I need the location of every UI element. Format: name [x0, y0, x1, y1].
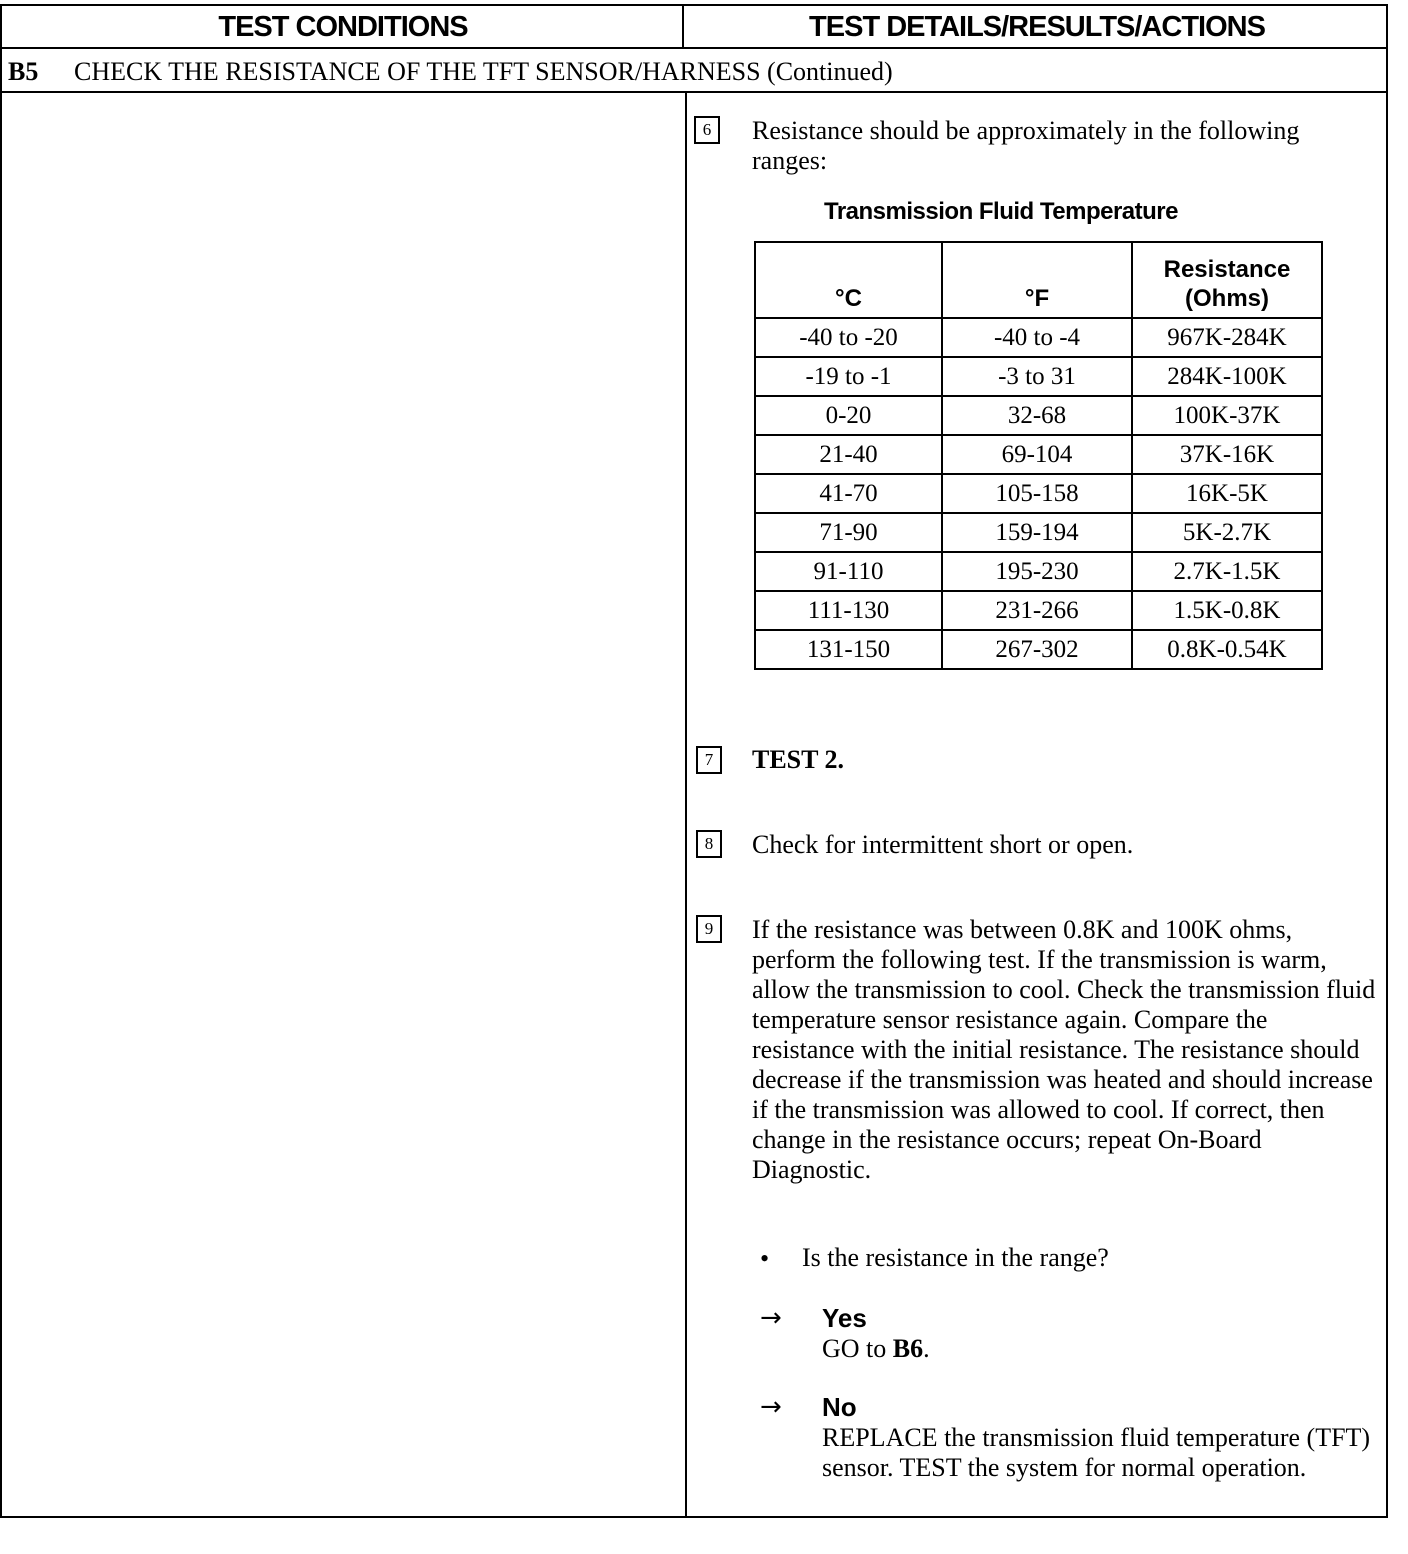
- cell-fahrenheit: 195-230: [942, 552, 1132, 591]
- no-arrow-icon: →: [760, 1392, 782, 1422]
- table-header-row: [755, 242, 1322, 318]
- cell-fahrenheit: 267-302: [942, 630, 1132, 669]
- no-action: REPLACE the transmission fluid temperature (TFT) sensor. TEST the system for normal operation.: [822, 1423, 1371, 1482]
- cell-fahrenheit: -3 to 31: [942, 357, 1132, 396]
- section-title-row: [8, 52, 893, 92]
- cell-resistance: 284K-100K: [1132, 357, 1322, 396]
- yes-action-suffix: .: [923, 1334, 930, 1363]
- answer-yes: [822, 1303, 930, 1364]
- cell-resistance: 0.8K-0.54K: [1132, 630, 1322, 669]
- yes-label: Yes: [822, 1303, 867, 1333]
- cell-celsius: 41-70: [755, 474, 942, 513]
- yes-action: [822, 1334, 930, 1364]
- table-row: [755, 318, 1322, 357]
- table-row: [755, 591, 1322, 630]
- table-title: Transmission Fluid Temperature: [824, 198, 1178, 225]
- cell-fahrenheit: 32-68: [942, 396, 1132, 435]
- table-row: [755, 474, 1322, 513]
- cell-celsius: 71-90: [755, 513, 942, 552]
- cell-fahrenheit: 105-158: [942, 474, 1132, 513]
- yes-action-prefix: GO to: [822, 1334, 893, 1363]
- header-resistance: Resistance (Ohms): [1132, 242, 1322, 318]
- cell-celsius: -19 to -1: [755, 357, 942, 396]
- no-label: No: [822, 1392, 857, 1422]
- answer-no: [822, 1392, 1378, 1483]
- yes-action-ref: B6: [892, 1334, 924, 1363]
- step-6-text: Resistance should be approximately in the following ranges:: [752, 116, 1300, 175]
- table-row: [755, 396, 1322, 435]
- header-rule: [2, 47, 1388, 49]
- cell-celsius: 91-110: [755, 552, 942, 591]
- section-title: CHECK THE RESISTANCE OF THE TFT SENSOR/HARNESS (Continued): [74, 57, 893, 86]
- cell-resistance: 16K-5K: [1132, 474, 1322, 513]
- cell-fahrenheit: 231-266: [942, 591, 1132, 630]
- table-row: [755, 630, 1322, 669]
- step-8-box: 8: [696, 830, 722, 858]
- step-7-text: TEST 2.: [752, 745, 845, 774]
- table-row: [755, 435, 1322, 474]
- header-test-conditions: TEST CONDITIONS: [218, 11, 468, 43]
- cell-resistance: 2.7K-1.5K: [1132, 552, 1322, 591]
- cell-resistance: 5K-2.7K: [1132, 513, 1322, 552]
- question-text: Is the resistance in the range?: [802, 1243, 1109, 1272]
- yes-arrow-icon: →: [760, 1303, 782, 1333]
- header-fahrenheit: °F: [942, 242, 1132, 318]
- table-row: [755, 357, 1322, 396]
- cell-fahrenheit: 69-104: [942, 435, 1132, 474]
- cell-resistance: 100K-37K: [1132, 396, 1322, 435]
- cell-resistance: 1.5K-0.8K: [1132, 591, 1322, 630]
- cell-resistance: 967K-284K: [1132, 318, 1322, 357]
- cell-celsius: 21-40: [755, 435, 942, 474]
- cell-resistance: 37K-16K: [1132, 435, 1322, 474]
- step-9-box: 9: [696, 915, 722, 943]
- diagnostic-sheet: [0, 4, 1388, 1518]
- cell-celsius: 0-20: [755, 396, 942, 435]
- header-divider: [682, 6, 684, 48]
- table-row: [755, 513, 1322, 552]
- cell-fahrenheit: 159-194: [942, 513, 1132, 552]
- column-divider: [685, 93, 687, 1518]
- resistance-table: [754, 241, 1323, 670]
- step-7-box: 7: [696, 746, 722, 774]
- question-bullet: •: [760, 1244, 770, 1273]
- cell-celsius: 131-150: [755, 630, 942, 669]
- header-celsius: °C: [755, 242, 942, 318]
- cell-celsius: 111-130: [755, 591, 942, 630]
- cell-fahrenheit: -40 to -4: [942, 318, 1132, 357]
- header-test-details: TEST DETAILS/RESULTS/ACTIONS: [809, 11, 1265, 43]
- table-row: [755, 552, 1322, 591]
- step-9-text: If the resistance was between 0.8K and 100K ohms, perform the following test. If the transmission is warm, allow the transmission to cool. Check the transmission fluid temperature sensor resistance again. Compare the resistance with the initial resistance. The resistance should decrease if the transmission was heated and should increase if the transmission was allowed to cool. If correct, then change in the resistance occurs; repeat On-Board Diagnostic.: [752, 915, 1376, 1184]
- step-8-text: Check for intermittent short or open.: [752, 830, 1134, 859]
- section-code: B5: [8, 57, 39, 86]
- cell-celsius: -40 to -20: [755, 318, 942, 357]
- step-6-box: 6: [694, 116, 720, 144]
